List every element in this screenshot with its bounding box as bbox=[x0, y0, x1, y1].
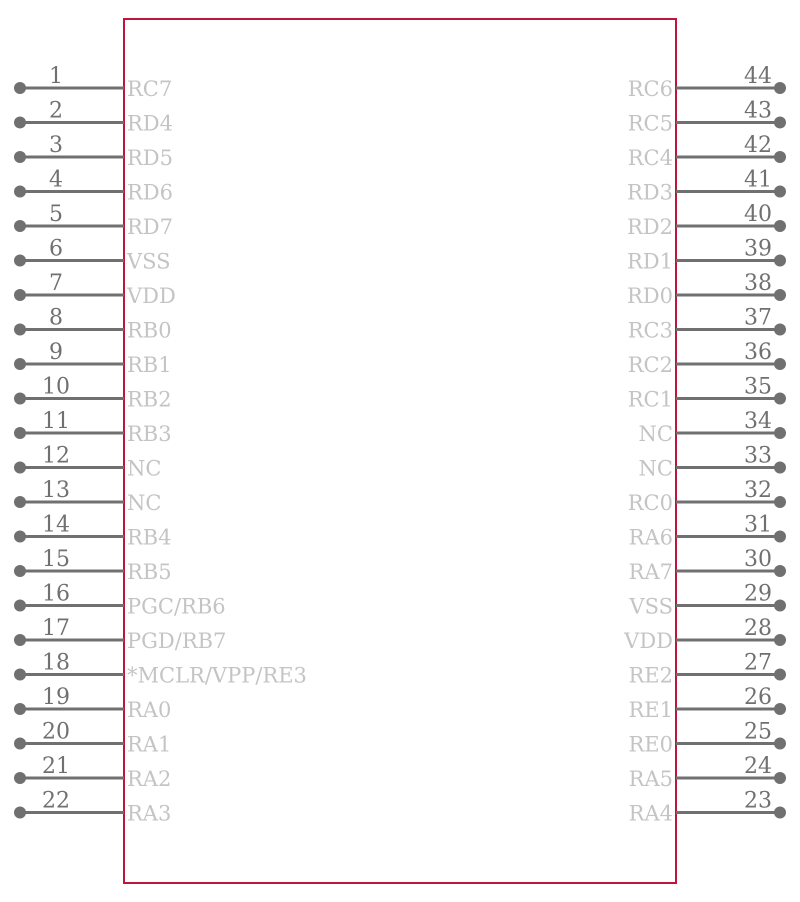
pin-name: RB5 bbox=[127, 560, 172, 584]
pin-40 bbox=[627, 202, 786, 239]
pin-18 bbox=[14, 651, 307, 688]
pin-endpoint-dot bbox=[774, 738, 786, 750]
pin-name: RA5 bbox=[628, 767, 673, 791]
pin-endpoint-dot bbox=[774, 427, 786, 439]
pin-name: RC5 bbox=[627, 111, 673, 136]
pin-12 bbox=[14, 444, 161, 481]
pin-22 bbox=[14, 789, 171, 826]
pin-name: RC0 bbox=[627, 491, 673, 515]
pin-endpoint-dot bbox=[14, 600, 26, 612]
pin-name: RB2 bbox=[127, 387, 172, 412]
pin-number: 43 bbox=[744, 98, 772, 124]
pin-name: VSS bbox=[629, 594, 673, 619]
pin-name: RA3 bbox=[127, 801, 172, 826]
pin-number: 11 bbox=[42, 409, 70, 434]
pin-name: RA1 bbox=[127, 732, 172, 757]
pin-number: 5 bbox=[49, 202, 63, 227]
pin-endpoint-dot bbox=[14, 462, 26, 474]
pin-endpoint-dot bbox=[774, 807, 786, 819]
pin-32 bbox=[628, 478, 786, 515]
pin-number: 37 bbox=[744, 305, 772, 331]
pin-endpoint-dot bbox=[774, 117, 786, 129]
pin-number: 26 bbox=[744, 685, 772, 710]
pin-5 bbox=[14, 202, 173, 239]
pin-number: 40 bbox=[744, 202, 772, 227]
pin-endpoint-dot bbox=[14, 772, 26, 784]
pin-name: NC bbox=[638, 456, 673, 481]
pin-number: 21 bbox=[42, 754, 70, 779]
pin-endpoint-dot bbox=[774, 600, 786, 612]
pin-name: RB4 bbox=[127, 525, 172, 550]
pin-number: 20 bbox=[42, 719, 70, 745]
pin-endpoint-dot bbox=[774, 255, 786, 267]
pin-endpoint-dot bbox=[14, 531, 26, 543]
pin-20 bbox=[14, 720, 171, 757]
pin-name: RD0 bbox=[626, 284, 673, 308]
pin-number: 3 bbox=[49, 133, 63, 158]
pin-name: PGD/RB7 bbox=[127, 629, 227, 653]
pin-number: 9 bbox=[49, 340, 63, 365]
pin-endpoint-dot bbox=[14, 358, 26, 370]
pin-name: VSS bbox=[127, 249, 171, 274]
pin-27 bbox=[628, 651, 786, 688]
pin-name: *MCLR/VPP/RE3 bbox=[127, 663, 307, 688]
pin-endpoint-dot bbox=[14, 255, 26, 267]
pin-number: 18 bbox=[42, 650, 70, 676]
pin-16 bbox=[14, 582, 226, 619]
pin-2 bbox=[14, 99, 173, 136]
pin-number: 1 bbox=[49, 64, 63, 89]
pin-number: 14 bbox=[42, 512, 70, 538]
pin-number: 35 bbox=[744, 374, 772, 400]
pin-name: RD1 bbox=[626, 249, 673, 274]
pin-number: 38 bbox=[744, 271, 772, 296]
pin-number: 42 bbox=[744, 133, 772, 158]
pin-35 bbox=[628, 375, 786, 412]
component-body bbox=[124, 19, 676, 883]
pin-name: RC1 bbox=[627, 387, 673, 412]
pin-31 bbox=[629, 513, 786, 550]
pin-number: 39 bbox=[744, 236, 772, 262]
pin-4 bbox=[14, 168, 173, 205]
pin-number: 22 bbox=[42, 788, 70, 814]
pin-name: NC bbox=[638, 422, 673, 446]
pin-24 bbox=[629, 754, 786, 791]
pin-9 bbox=[14, 340, 172, 377]
pin-37 bbox=[628, 306, 786, 343]
pin-number: 30 bbox=[744, 547, 772, 572]
pin-name: RD7 bbox=[127, 215, 174, 239]
pin-endpoint-dot bbox=[774, 565, 786, 577]
pin-39 bbox=[627, 237, 786, 274]
pin-endpoint-dot bbox=[774, 151, 786, 163]
pin-name: RB3 bbox=[127, 422, 172, 446]
pin-number: 10 bbox=[42, 374, 70, 400]
pin-42 bbox=[628, 133, 786, 170]
pin-name: RD2 bbox=[626, 215, 673, 239]
pin-6 bbox=[14, 237, 171, 274]
pin-number: 15 bbox=[42, 547, 70, 572]
pin-name: NC bbox=[127, 491, 162, 515]
pin-name: RC4 bbox=[627, 146, 673, 170]
pin-number: 36 bbox=[744, 340, 772, 365]
pin-endpoint-dot bbox=[774, 186, 786, 198]
pin-endpoint-dot bbox=[14, 496, 26, 508]
pin-number: 6 bbox=[49, 236, 63, 262]
pin-endpoint-dot bbox=[774, 772, 786, 784]
pin-name: VDD bbox=[624, 629, 673, 653]
right-pin-group bbox=[623, 64, 786, 826]
pin-28 bbox=[623, 616, 786, 653]
pin-3 bbox=[14, 133, 173, 170]
pin-10 bbox=[14, 375, 172, 412]
pin-number: 4 bbox=[49, 167, 63, 193]
pin-name: VDD bbox=[127, 284, 176, 308]
pin-11 bbox=[14, 409, 172, 446]
pin-name: RA6 bbox=[628, 525, 673, 550]
pin-endpoint-dot bbox=[14, 393, 26, 405]
pin-name: RC2 bbox=[627, 353, 673, 377]
left-pin-group bbox=[14, 64, 307, 826]
pin-41 bbox=[627, 168, 786, 205]
pin-34 bbox=[639, 409, 786, 446]
pin-38 bbox=[627, 271, 786, 308]
pin-name: RE2 bbox=[628, 663, 673, 688]
pin-number: 32 bbox=[744, 478, 772, 503]
pin-17 bbox=[14, 616, 226, 653]
pin-14 bbox=[14, 513, 172, 550]
pin-name: RD5 bbox=[127, 146, 174, 170]
pin-endpoint-dot bbox=[14, 807, 26, 819]
pin-7 bbox=[14, 271, 176, 308]
pin-endpoint-dot bbox=[774, 634, 786, 646]
pin-number: 44 bbox=[744, 64, 772, 89]
pin-number: 25 bbox=[744, 719, 772, 745]
pin-endpoint-dot bbox=[14, 324, 26, 336]
pin-29 bbox=[628, 582, 786, 619]
pin-number: 12 bbox=[42, 443, 70, 469]
pin-26 bbox=[628, 685, 786, 722]
pin-name: RC7 bbox=[127, 77, 173, 101]
pin-endpoint-dot bbox=[14, 738, 26, 750]
pin-number: 31 bbox=[744, 512, 772, 538]
pin-43 bbox=[628, 99, 786, 136]
pin-endpoint-dot bbox=[14, 289, 26, 301]
pin-endpoint-dot bbox=[14, 82, 26, 94]
pin-name: RA0 bbox=[127, 698, 172, 722]
pin-endpoint-dot bbox=[14, 669, 26, 681]
pin-endpoint-dot bbox=[774, 531, 786, 543]
pin-endpoint-dot bbox=[774, 220, 786, 232]
pin-name: RD4 bbox=[127, 111, 174, 136]
pin-44 bbox=[628, 64, 786, 101]
pin-number: 29 bbox=[744, 581, 772, 607]
pin-number: 7 bbox=[49, 271, 63, 296]
pin-1 bbox=[14, 64, 172, 101]
pin-name: RD6 bbox=[127, 180, 174, 205]
pin-name: RA4 bbox=[628, 801, 673, 826]
pin-13 bbox=[14, 478, 161, 515]
pin-endpoint-dot bbox=[774, 703, 786, 715]
pin-number: 23 bbox=[744, 788, 772, 814]
pin-name: NC bbox=[127, 456, 162, 481]
pin-number: 2 bbox=[49, 98, 63, 124]
pin-number: 34 bbox=[744, 409, 772, 434]
pin-endpoint-dot bbox=[14, 565, 26, 577]
pin-33 bbox=[639, 444, 786, 481]
pin-19 bbox=[14, 685, 171, 722]
pin-endpoint-dot bbox=[14, 703, 26, 715]
pin-endpoint-dot bbox=[774, 289, 786, 301]
pin-name: RE1 bbox=[628, 698, 673, 722]
pin-number: 28 bbox=[744, 616, 772, 641]
pin-endpoint-dot bbox=[774, 358, 786, 370]
pin-36 bbox=[628, 340, 786, 377]
pin-endpoint-dot bbox=[14, 634, 26, 646]
pin-name: RB0 bbox=[127, 318, 172, 343]
pin-name: RD3 bbox=[626, 180, 673, 205]
pin-number: 13 bbox=[42, 478, 70, 503]
pin-21 bbox=[14, 754, 171, 791]
pin-25 bbox=[628, 720, 786, 757]
pin-number: 24 bbox=[744, 754, 772, 779]
pin-endpoint-dot bbox=[14, 151, 26, 163]
pin-name: RC3 bbox=[627, 318, 673, 343]
pin-number: 17 bbox=[42, 616, 70, 641]
pin-name: RA2 bbox=[127, 767, 172, 791]
pin-endpoint-dot bbox=[14, 220, 26, 232]
pin-endpoint-dot bbox=[774, 669, 786, 681]
pin-number: 16 bbox=[42, 581, 70, 607]
pin-endpoint-dot bbox=[14, 117, 26, 129]
pin-endpoint-dot bbox=[14, 186, 26, 198]
pin-endpoint-dot bbox=[774, 462, 786, 474]
pin-endpoint-dot bbox=[774, 82, 786, 94]
pin-endpoint-dot bbox=[774, 496, 786, 508]
pin-23 bbox=[629, 789, 786, 826]
pin-name: PGC/RB6 bbox=[127, 594, 226, 619]
pin-30 bbox=[629, 547, 786, 584]
pin-endpoint-dot bbox=[14, 427, 26, 439]
pin-endpoint-dot bbox=[774, 324, 786, 336]
pin-number: 41 bbox=[744, 167, 772, 193]
pin-name: RE0 bbox=[628, 732, 673, 757]
pin-number: 33 bbox=[744, 443, 772, 469]
pin-number: 19 bbox=[42, 685, 70, 710]
pin-number: 27 bbox=[744, 650, 772, 676]
pin-name: RA7 bbox=[628, 560, 673, 584]
pin-endpoint-dot bbox=[774, 393, 786, 405]
pin-name: RB1 bbox=[127, 353, 172, 377]
pin-name: RC6 bbox=[627, 77, 673, 101]
pin-number: 8 bbox=[49, 305, 63, 331]
pin-15 bbox=[14, 547, 172, 584]
pin-8 bbox=[14, 306, 172, 343]
